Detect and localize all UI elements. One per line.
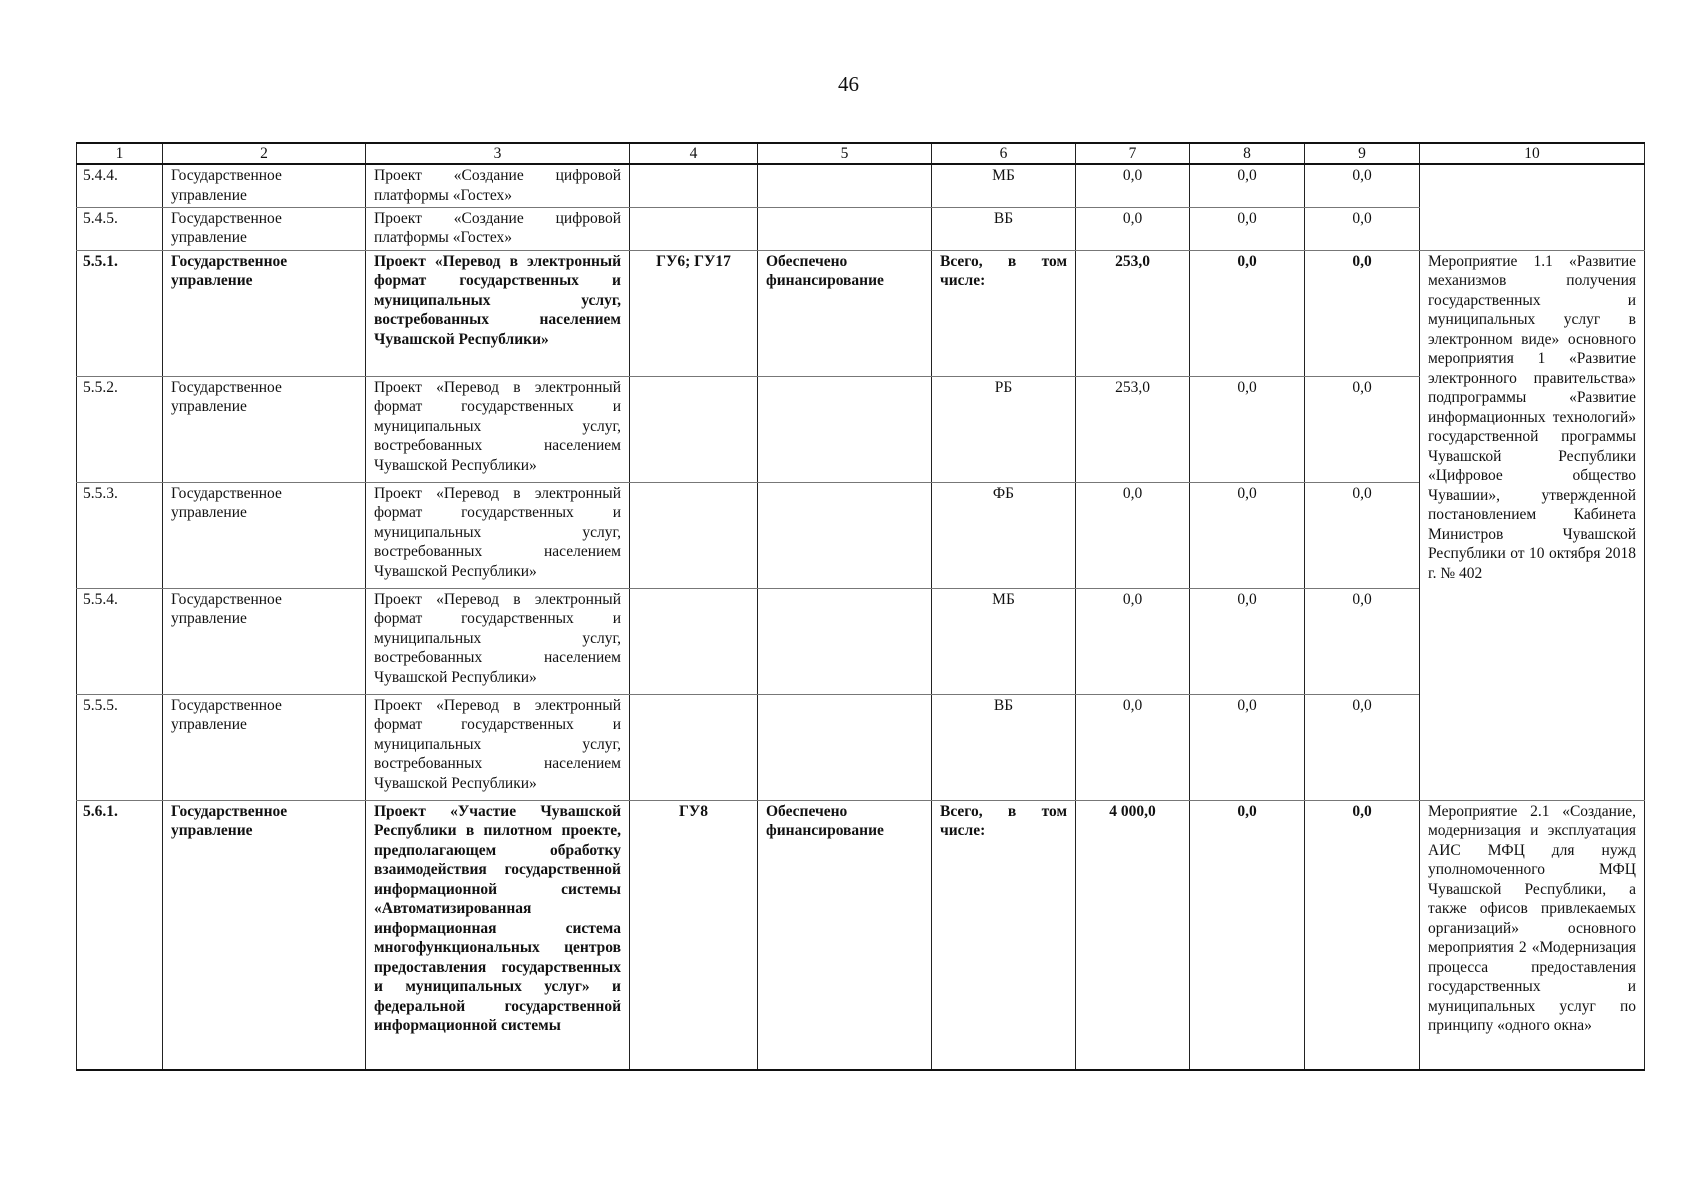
table-row	[77, 800, 1645, 1070]
value-col7: 0,0	[1076, 164, 1190, 207]
value-col7: 4 000,0	[1076, 800, 1190, 1070]
row-number: 5.4.5.	[77, 207, 163, 250]
project-name-cell: Проект «Перевод в электронный формат государственных и муниципальных услуг, востребованных населением Чувашской Республики»	[366, 482, 630, 588]
value-col8: 0,0	[1190, 164, 1305, 207]
value-col8: 0,0	[1190, 207, 1305, 250]
column-number: 3	[366, 143, 630, 164]
column-number: 7	[1076, 143, 1190, 164]
column-number: 8	[1190, 143, 1305, 164]
funding-source-cell: Всего, в том числе:	[932, 250, 1076, 376]
row-number: 5.5.4.	[77, 588, 163, 694]
area-cell: Государственное управление	[163, 164, 366, 207]
row-number: 5.5.5.	[77, 694, 163, 800]
value-col7: 0,0	[1076, 207, 1190, 250]
project-name-cell: Проект «Участие Чувашской Республики в пилотном проекте, предполагающем обработку взаимодействия государственной информационной системы «Автоматизированная информационная система многофункциональных центров предоставления государственных и муниципальных услуг» и федеральной государственной информационной системы	[366, 800, 630, 1070]
table-row	[77, 376, 1645, 482]
funding-source-cell: ФБ	[932, 482, 1076, 588]
value-col8: 0,0	[1190, 376, 1305, 482]
column-number: 2	[163, 143, 366, 164]
status-cell	[758, 207, 932, 250]
area-cell: Государственное управление	[163, 694, 366, 800]
project-name-cell: Проект «Перевод в электронный формат государственных и муниципальных услуг, востребованных населением Чувашской Республики»	[366, 694, 630, 800]
value-col9: 0,0	[1305, 164, 1420, 207]
value-col9: 0,0	[1305, 694, 1420, 800]
project-name-cell: Проект «Перевод в электронный формат государственных и муниципальных услуг, востребованных населением Чувашской Республики»	[366, 588, 630, 694]
value-col7: 0,0	[1076, 482, 1190, 588]
row-number: 5.5.2.	[77, 376, 163, 482]
column-number: 4	[630, 143, 758, 164]
indicator-code-cell	[630, 164, 758, 207]
status-cell: Обеспечено финансирование	[758, 250, 932, 376]
funding-source-cell: МБ	[932, 588, 1076, 694]
funding-source-cell: ВБ	[932, 694, 1076, 800]
row-number: 5.6.1.	[77, 800, 163, 1070]
value-col9: 0,0	[1305, 250, 1420, 376]
funding-source-cell: МБ	[932, 164, 1076, 207]
column-number: 9	[1305, 143, 1420, 164]
row-number: 5.5.3.	[77, 482, 163, 588]
value-col7: 0,0	[1076, 694, 1190, 800]
area-cell: Государственное управление	[163, 800, 366, 1070]
note-cell: Мероприятие 1.1 «Развитие механизмов получения государственных и муниципальных услуг в электронном виде» основного мероприятия 1 «Развитие электронного правительства» подпрограммы «Развитие информационных технологий» государственной программы Чувашской Республики «Цифровое общество Чувашии», утвержденной постановлением Кабинета Министров Чувашской Республики от 10 октября 2018 г. № 402	[1420, 250, 1645, 800]
note-cell: Мероприятие 2.1 «Создание, модернизация и эксплуатация АИС МФЦ для нужд уполномоченного МФЦ Чувашской Республики, а также офисов привлекаемых организаций» основного мероприятия 2 «Модернизация процесса предоставления государственных и муниципальных услуг по принципу «одного окна»	[1420, 800, 1645, 1070]
indicator-code-cell	[630, 588, 758, 694]
status-cell	[758, 482, 932, 588]
column-number-row	[77, 143, 1645, 164]
column-number: 5	[758, 143, 932, 164]
funding-source-cell: РБ	[932, 376, 1076, 482]
table-row	[77, 694, 1645, 800]
value-col9: 0,0	[1305, 207, 1420, 250]
status-cell	[758, 376, 932, 482]
area-cell: Государственное управление	[163, 588, 366, 694]
status-cell	[758, 694, 932, 800]
table-row	[77, 207, 1645, 250]
column-number: 1	[77, 143, 163, 164]
table-row	[77, 250, 1645, 376]
value-col8: 0,0	[1190, 482, 1305, 588]
value-col8: 0,0	[1190, 588, 1305, 694]
project-name-cell: Проект «Создание цифровой платформы «Гостех»	[366, 207, 630, 250]
status-cell: Обеспечено финансирование	[758, 800, 932, 1070]
status-cell	[758, 588, 932, 694]
area-cell: Государственное управление	[163, 250, 366, 376]
value-col7: 253,0	[1076, 250, 1190, 376]
project-name-cell: Проект «Создание цифровой платформы «Гостех»	[366, 164, 630, 207]
funding-source-cell: ВБ	[932, 207, 1076, 250]
area-cell: Государственное управление	[163, 207, 366, 250]
indicator-code-cell	[630, 482, 758, 588]
column-number: 10	[1420, 143, 1645, 164]
value-col8: 0,0	[1190, 250, 1305, 376]
value-col9: 0,0	[1305, 588, 1420, 694]
row-number: 5.5.1.	[77, 250, 163, 376]
indicator-code-cell	[630, 694, 758, 800]
status-cell	[758, 164, 932, 207]
table-row	[77, 482, 1645, 588]
indicator-code-cell	[630, 376, 758, 482]
funding-source-cell: Всего, в том числе:	[932, 800, 1076, 1070]
value-col7: 253,0	[1076, 376, 1190, 482]
value-col8: 0,0	[1190, 694, 1305, 800]
project-name-cell: Проект «Перевод в электронный формат государственных и муниципальных услуг, востребованных населением Чувашской Республики»	[366, 376, 630, 482]
column-number: 6	[932, 143, 1076, 164]
indicator-code-cell	[630, 207, 758, 250]
indicator-code-cell: ГУ8	[630, 800, 758, 1070]
indicator-code-cell: ГУ6; ГУ17	[630, 250, 758, 376]
value-col7: 0,0	[1076, 588, 1190, 694]
value-col8: 0,0	[1190, 800, 1305, 1070]
page-number: 46	[838, 72, 859, 96]
row-number: 5.4.4.	[77, 164, 163, 207]
area-cell: Государственное управление	[163, 482, 366, 588]
value-col9: 0,0	[1305, 376, 1420, 482]
measures-table	[76, 142, 1645, 1071]
area-cell: Государственное управление	[163, 376, 366, 482]
note-cell-empty	[1420, 164, 1645, 250]
table-row	[77, 164, 1645, 207]
value-col9: 0,0	[1305, 800, 1420, 1070]
project-name-cell: Проект «Перевод в электронный формат государственных и муниципальных услуг, востребованных населением Чувашской Республики»	[366, 250, 630, 376]
value-col9: 0,0	[1305, 482, 1420, 588]
table-row	[77, 588, 1645, 694]
